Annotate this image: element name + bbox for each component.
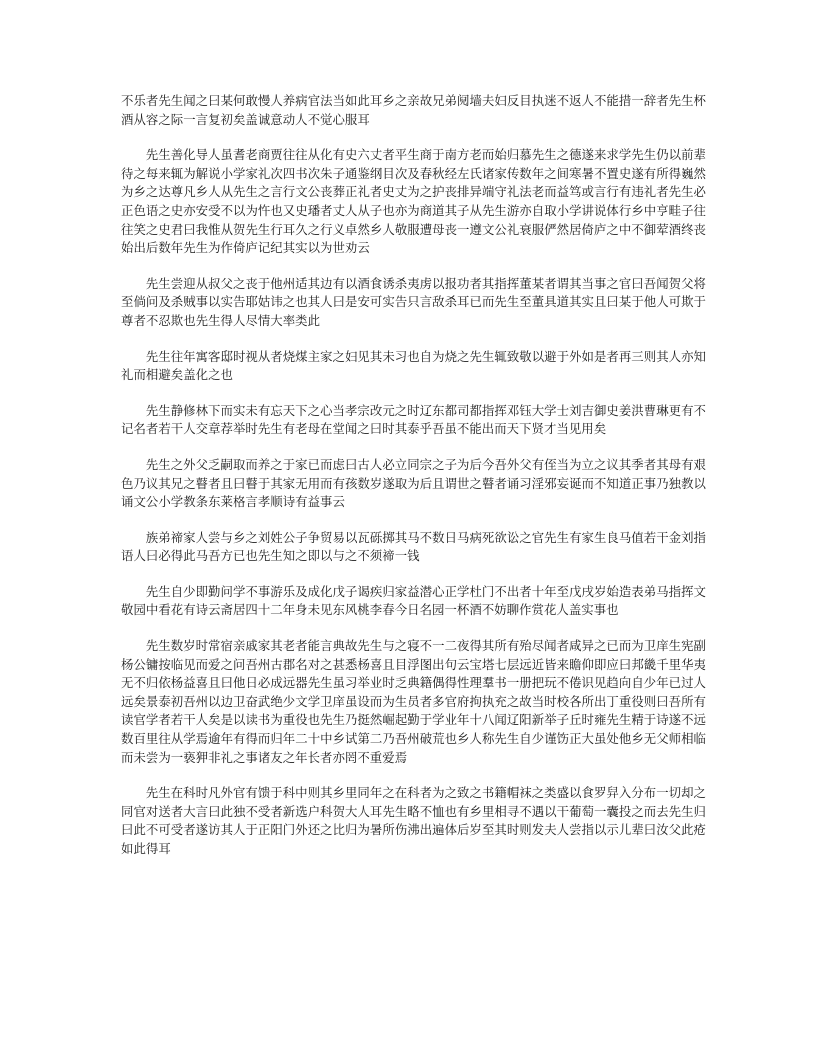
paragraph-6: 先生之外父乏嗣取而养之于家已而虑曰古人必立同宗之子为后今吾外父有侄当为立之议其季者其母有艰色乃议其兄之瞽者且曰瞽于其家无用而有孩数岁遂取为后且谓世之瞽者诵习淫邪妄诞而不知道正事乃独教以诵文公小学教条东莱格言孝顺诗有益事云 bbox=[121, 456, 706, 510]
paragraph-3: 先生尝迎从叔父之丧于他州适其边有以酒食诱杀夷虏以报功者其指挥董某者谓其当事之官曰吾闻贺父将至倘问及杀贼事以实告耶姑讳之也其人曰是安可实告只言敌杀耳已而先生至董具道其实且曰某于他人可欺于尊者不忍欺也先生得人尽情大率类此 bbox=[121, 275, 706, 328]
paragraph-4: 先生往年寓客邸时视从者烧煤主家之妇见其未习也自为烧之先生辄致敬以避于外如是者再三则其人亦知礼而相避矣盖化之也 bbox=[121, 348, 706, 383]
paragraph-2: 先生善化导人虽耆老商贾往往从化有史六丈者平生商于南方老而始归慕先生之德遂来求学先生仍以前辈待之每来辄为解说小学家礼次四书次朱子通鉴纲目次及春秋经左氏诸家传数年之间寒暑不置史遂有所得巍然为乡之达尊凡乡人从先生之言行文公丧葬正礼者史丈为之护丧排异端守礼法老而益笃或言行有违礼者先生必正色语之史亦安受不以为忤也又史璠者丈人从子也亦为商道其子从先生游亦自取小学讲说体行乡中亨畦子往往笑之史君曰我惟从贺先生行耳久之行义卓然乡人敬服遭母丧一遵文公礼衰服俨然居倚庐之中不御荤酒终丧始出后数年先生为作倚庐记纪其实以为世劝云 bbox=[121, 147, 706, 256]
paragraph-5: 先生静修林下而实未有忘天下之心当孝宗改元之时辽东都司都指挥邓钰大学士刘吉御史姜洪曹琳更有不记名者若干人交章荐举时先生有老母在堂闻之曰时其泰乎吾虽不能出而天下贤才当见用矣 bbox=[121, 402, 706, 437]
document-page bbox=[121, 92, 706, 876]
paragraph-9: 先生数岁时常宿亲戚家其老者能言典故先生与之寝不一二夜得其所有殆尽闻者咸异之已而为卫庠生宪副杨公镛按临见而爱之问吾州古郡名对之甚悉杨喜且目浮图出句云宝塔七层远近皆来瞻仰即应曰邦畿千里华夷无不归依杨益喜且曰他日必成远器先生虽习举业时乏典籍偶得性理羣书一册把玩不倦识见趋向自少年已过人远矣景泰初吾州以边卫奋武绝少文学卫庠虽设而为生员者多官府拘执充之故当时校各所出丁重役则曰吾所有读官学者若干人矣是以读书为重役也先生乃挺然崛起勤于学业年十八闻辽阳新举子丘时雍先生精于诗遂不远数百里往从学焉逾年有得而归年二十中乡试第二乃吾州破荒也乡人称先生自少谨饬正大虽处他乡无父师相临而未尝为一亵狎非礼之事诸友之年长者亦罔不重爱焉 bbox=[121, 638, 706, 765]
paragraph-10: 先生在科时凡外官有馈于科中则其乡里同年之在科者为之致之书籍帽袜之类盛以食罗舁入分布一切却之同官对送者大言曰此独不受者新选户科贺大人耳先生略不恤也有乡里相寻不遇以干葡萄一囊投之而去先生归曰此不可受者遂访其人于正阳门外还之比归为暑所伤沸出遍体后岁至其时则发夫人尝指以示儿辈曰汝父此疮如此得耳 bbox=[121, 785, 706, 856]
paragraph-1: 不乐者先生闻之曰某何敢慢人养病官法当如此耳乡之亲故兄弟阋墙夫妇反目执迷不返人不能措一辞者先生杯酒从容之际一言复初矣盖诚意动人不觉心服耳 bbox=[121, 93, 706, 127]
paragraph-8: 先生自少即勤问学不事游乐及成化戊子谒疾归家益潜心正学杜门不出者十年至戊戌岁始造表弟马指挥文敬园中看花有诗云斋居四十二年身未见东风桃李春今日名园一杯酒不妨聊作赏花人盖实事也 bbox=[121, 583, 706, 618]
paragraph-7: 族弟禘家人尝与乡之刘姓公子争贸易以瓦砾掷其马不数日马病死欲讼之官先生有家生良马值若干金刘指语人曰必得此马吾方已也先生知之即以与之不须禘一钱 bbox=[121, 529, 706, 564]
